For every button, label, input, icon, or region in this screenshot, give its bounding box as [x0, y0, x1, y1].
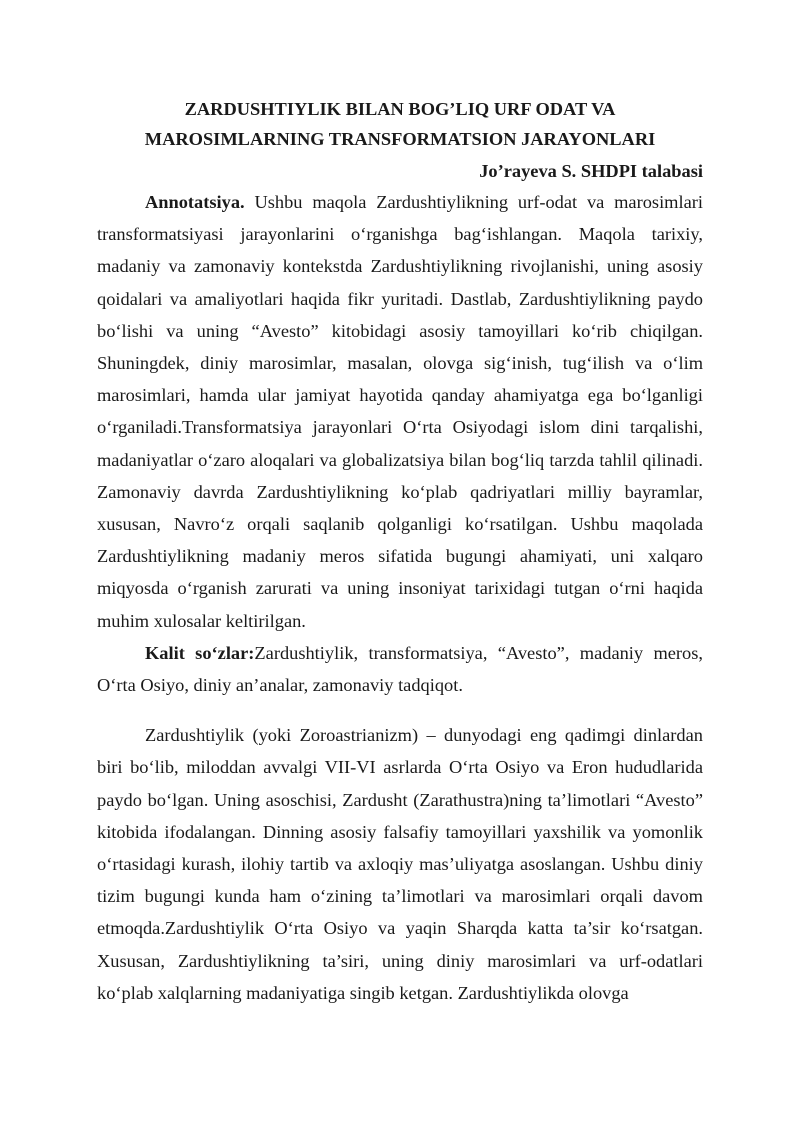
abstract-text: Ushbu maqola Zardushtiylikning urf-odat va marosimlari transformatsiyasi jarayonlarini o‘rganishga bag‘ishlangan. Maqola tarixiy, madaniy va zamonaviy kontekstda Zardushtiylikning rivojlanishi, uning asosiy qoidalari va amaliyotlari haqida fikr yuritadi. Dastlab, Zardushtiylikning paydo bo‘lishi va uning “Avesto” kitobidagi asosiy tamoyillari ko‘rib chiqilgan. Shuningdek, diniy marosimlar, masalan, olovga sig‘inish, tug‘ilish va o‘lim marosimlari, hamda ular jamiyat hayotida qanday ahamiyatga ega bo‘lganligi o‘rganiladi.Transformatsiya jarayonlari O‘rta Osiyodagi islom dini tarqalishi, madaniyatlar o‘zaro aloqalari va globalizatsiya bilan bog‘liq tarzda tahlil qilinadi. Zamonaviy davrda Zardushtiylikning ko‘plab qadriyatlari milliy bayramlar, xususan, Navro‘z orqali saqlanib qolganligi ko‘rsatilgan. Ushbu maqolada Zardushtiylikning madaniy meros sifatida bugungi ahamiyati, uni xalqaro miqyosda o‘rganish zarurati va uning insoniyat tarixidagi tutgan o‘rni haqida muhim xulosalar keltirilgan.	[97, 192, 703, 631]
title-line-2: MAROSIMLARNING TRANSFORMATSION JARAYONLARI	[144, 129, 656, 149]
paragraph-gap	[97, 701, 703, 719]
body-paragraph-1-text: Zardushtiylik (yoki Zoroastrianizm) – dunyodagi eng qadimgi dinlardan biri bo‘lib, miloddan avvalgi VII-VI asrlarda O‘rta Osiyo va Eron hududlarida paydo bo‘lgan. Uning asoschisi, Zardusht (Zarathustra)ning ta’limotlari “Avesto” kitobida ifodalangan. Dinning asosiy falsafiy tamoyillari yaxshilik va yomonlik o‘rtasidagi kurash, ilohiy tartib va axloqiy mas’uliyatga asoslangan. Ushbu diniy tizim bugungi kunda ham o‘zining ta’limotlari va marosimlari orqali davom etmoqda.Zardushtiylik O‘rta Osiyo va yaqin Sharqda katta ta’sir ko‘rsatgan. Xususan, Zardushtiylikning ta’siri, uning diniy marosimlari va urf-odatlari ko‘plab xalqlarning madaniyatiga singib ketgan.	[97, 725, 703, 1003]
abstract-label: Annotatsiya.	[145, 192, 245, 212]
body-paragraph-1	[97, 719, 703, 1009]
title-line-1: ZARDUSHTIYLIK BILAN BOG’LIQ URF ODAT VA	[184, 99, 616, 119]
keywords-paragraph	[97, 637, 703, 701]
keywords-text: Zardushtiylik, transformatsiya, “Avesto”, madaniy meros, O‘rta Osiyo, diniy an’analar, zamonaviy tadqiqot.	[97, 642, 703, 696]
author-line: Jo’rayeva S. SHDPI talabasi	[479, 161, 703, 181]
abstract-paragraph	[97, 186, 703, 637]
keywords-label: Kalit so‘zlar:	[145, 642, 255, 663]
trailing-word-1: Zardushtiylikda	[457, 982, 575, 1003]
trailing-word-2: olovga	[578, 982, 629, 1003]
